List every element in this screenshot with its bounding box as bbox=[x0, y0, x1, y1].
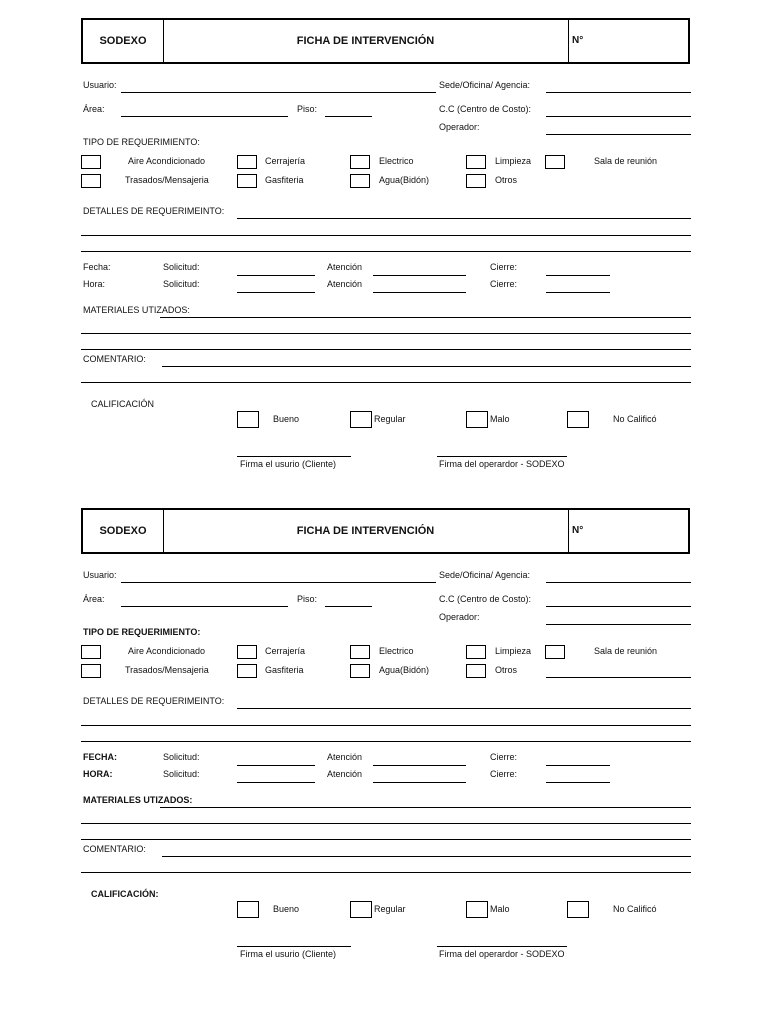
firma-cliente-label: Firma el usurio (Cliente) bbox=[240, 949, 337, 959]
materiales-line[interactable] bbox=[81, 823, 691, 824]
cc-label: C.C (Centro de Costo): bbox=[439, 104, 532, 114]
usuario-label: Usuario: bbox=[83, 570, 117, 580]
comentario-label: COMENTARIO: bbox=[83, 844, 146, 854]
firma-operador-line[interactable] bbox=[437, 456, 567, 457]
fecha-solicitud-field[interactable] bbox=[237, 275, 315, 276]
comentario-line[interactable] bbox=[162, 366, 691, 367]
tipo-label: Trasados/Mensajeria bbox=[125, 175, 209, 185]
hora-atencion-field[interactable] bbox=[373, 782, 466, 783]
tipo-label: Sala de reunión bbox=[594, 646, 658, 656]
cc-field[interactable] bbox=[546, 606, 691, 607]
tipo-label: Agua(Bidón) bbox=[379, 175, 430, 185]
solicitud-label: Solicitud: bbox=[163, 769, 200, 779]
calificacion-option: Malo bbox=[490, 414, 510, 424]
operador-label: Operador: bbox=[439, 122, 480, 132]
tipo-label: Cerrajería bbox=[265, 156, 306, 166]
checkbox-malo[interactable] bbox=[466, 411, 488, 428]
tipo-label: Otros bbox=[495, 665, 518, 675]
detalles-label: DETALLES DE REQUERIMEINTO: bbox=[83, 206, 225, 216]
piso-field[interactable] bbox=[325, 116, 372, 117]
solicitud-label: Solicitud: bbox=[163, 262, 200, 272]
comentario-line[interactable] bbox=[81, 382, 691, 383]
tipo-label: Limpieza bbox=[495, 156, 532, 166]
checkbox-limpieza[interactable] bbox=[466, 645, 486, 659]
checkbox-cerrajeria[interactable] bbox=[237, 155, 257, 169]
fecha-cierre-field[interactable] bbox=[546, 765, 610, 766]
atencion-label: Atención bbox=[327, 752, 363, 762]
form-title: FICHA DE INTERVENCIÓN bbox=[296, 35, 435, 47]
form-number-field[interactable]: N° bbox=[568, 510, 688, 552]
checkbox-cerrajeria[interactable] bbox=[237, 645, 257, 659]
operador-label: Operador: bbox=[439, 612, 480, 622]
tipo-label: Gasfiteria bbox=[265, 175, 304, 185]
calificacion-option: No Calificó bbox=[613, 414, 657, 424]
sede-label: Sede/Oficina/ Agencia: bbox=[439, 570, 531, 580]
area-label: Área: bbox=[83, 104, 105, 114]
calificacion-option: Regular bbox=[374, 414, 406, 424]
atencion-label: Atención bbox=[327, 279, 363, 289]
checkbox-gasfiteria[interactable] bbox=[237, 664, 257, 678]
checkbox-trasados[interactable] bbox=[81, 174, 101, 188]
area-field[interactable] bbox=[121, 116, 288, 117]
checkbox-malo[interactable] bbox=[466, 901, 488, 918]
intervention-form bbox=[0, 0, 768, 490]
otros-field[interactable] bbox=[546, 677, 691, 678]
cc-label: C.C (Centro de Costo): bbox=[439, 594, 532, 604]
tipo-requerimiento-label: TIPO DE REQUERIMIENTO: bbox=[83, 137, 200, 147]
fecha-solicitud-field[interactable] bbox=[237, 765, 315, 766]
materiales-label: MATERIALES UTIZADOS: bbox=[83, 305, 190, 315]
operador-field[interactable] bbox=[546, 134, 691, 135]
hora-cierre-field[interactable] bbox=[546, 292, 610, 293]
usuario-field[interactable] bbox=[121, 92, 436, 93]
firma-cliente-line[interactable] bbox=[237, 946, 351, 947]
detalles-line[interactable] bbox=[81, 725, 691, 726]
operador-field[interactable] bbox=[546, 624, 691, 625]
sede-field[interactable] bbox=[546, 92, 691, 93]
checkbox-otros[interactable] bbox=[466, 664, 486, 678]
hora-solicitud-field[interactable] bbox=[237, 782, 315, 783]
fecha-atencion-field[interactable] bbox=[373, 765, 466, 766]
calificacion-option: No Calificó bbox=[613, 904, 657, 914]
atencion-label: Atención bbox=[327, 769, 363, 779]
hora-cierre-field[interactable] bbox=[546, 782, 610, 783]
tipo-label: Aire Acondicionado bbox=[128, 156, 206, 166]
tipo-label: Electrico bbox=[379, 646, 414, 656]
tipo-label: Trasados/Mensajeria bbox=[125, 665, 209, 675]
tipo-label: Electrico bbox=[379, 156, 414, 166]
materiales-line[interactable] bbox=[81, 349, 691, 350]
fecha-label: Fecha: bbox=[83, 262, 111, 272]
cierre-label: Cierre: bbox=[490, 262, 518, 272]
checkbox-regular[interactable] bbox=[350, 411, 372, 428]
calificacion-option: Bueno bbox=[273, 904, 300, 914]
detalles-line[interactable] bbox=[81, 741, 691, 742]
detalles-line[interactable] bbox=[237, 218, 691, 219]
detalles-line[interactable] bbox=[81, 235, 691, 236]
usuario-label: Usuario: bbox=[83, 80, 117, 90]
piso-field[interactable] bbox=[325, 606, 372, 607]
fecha-label: FECHA: bbox=[83, 752, 117, 762]
calificacion-option: Regular bbox=[374, 904, 406, 914]
form-title: FICHA DE INTERVENCIÓN bbox=[296, 525, 435, 537]
company-name: SODEXO bbox=[83, 510, 164, 552]
area-label: Área: bbox=[83, 594, 105, 604]
checkbox-aire[interactable] bbox=[81, 155, 101, 169]
tipo-label: Sala de reunión bbox=[594, 156, 658, 166]
solicitud-label: Solicitud: bbox=[163, 752, 200, 762]
checkbox-aire[interactable] bbox=[81, 645, 101, 659]
form-number-field[interactable]: N° bbox=[568, 20, 688, 62]
checkbox-no-califico[interactable] bbox=[567, 411, 589, 428]
tipo-label: Cerrajería bbox=[265, 646, 306, 656]
materiales-line[interactable] bbox=[81, 333, 691, 334]
sede-field[interactable] bbox=[546, 582, 691, 583]
firma-operador-line[interactable] bbox=[437, 946, 567, 947]
materiales-line[interactable] bbox=[81, 839, 691, 840]
intervention-form bbox=[0, 490, 768, 980]
checkbox-agua[interactable] bbox=[350, 664, 370, 678]
calificacion-label: CALIFICACIÓN bbox=[91, 399, 155, 409]
piso-label: Piso: bbox=[297, 104, 318, 114]
checkbox-bueno[interactable] bbox=[237, 901, 259, 918]
detalles-line[interactable] bbox=[237, 708, 691, 709]
materiales-label: MATERIALES UTIZADOS: bbox=[83, 795, 193, 805]
cierre-label: Cierre: bbox=[490, 279, 518, 289]
cierre-label: Cierre: bbox=[490, 752, 518, 762]
atencion-label: Atención bbox=[327, 262, 363, 272]
checkbox-trasados[interactable] bbox=[81, 664, 101, 678]
checkbox-regular[interactable] bbox=[350, 901, 372, 918]
area-field[interactable] bbox=[121, 606, 288, 607]
firma-operador-label: Firma del operardor - SODEXO bbox=[439, 949, 565, 959]
checkbox-electrico[interactable] bbox=[350, 155, 370, 169]
tipo-label: Gasfiteria bbox=[265, 665, 304, 675]
checkbox-agua[interactable] bbox=[350, 174, 370, 188]
cierre-label: Cierre: bbox=[490, 769, 518, 779]
checkbox-electrico[interactable] bbox=[350, 645, 370, 659]
checkbox-limpieza[interactable] bbox=[466, 155, 486, 169]
firma-operador-label: Firma del operardor - SODEXO bbox=[439, 459, 565, 469]
materiales-line[interactable] bbox=[160, 807, 691, 808]
calificacion-label: CALIFICACIÓN: bbox=[91, 889, 159, 899]
tipo-label: Otros bbox=[495, 175, 518, 185]
comentario-label: COMENTARIO: bbox=[83, 354, 146, 364]
hora-label: Hora: bbox=[83, 279, 106, 289]
tipo-requerimiento-label: TIPO DE REQUERIMIENTO: bbox=[83, 627, 201, 637]
comentario-line[interactable] bbox=[162, 856, 691, 857]
firma-cliente-label: Firma el usurio (Cliente) bbox=[240, 459, 337, 469]
comentario-line[interactable] bbox=[81, 872, 691, 873]
checkbox-bueno[interactable] bbox=[237, 411, 259, 428]
hora-atencion-field[interactable] bbox=[373, 292, 466, 293]
solicitud-label: Solicitud: bbox=[163, 279, 200, 289]
piso-label: Piso: bbox=[297, 594, 318, 604]
cc-field[interactable] bbox=[546, 116, 691, 117]
calificacion-option: Bueno bbox=[273, 414, 300, 424]
fecha-atencion-field[interactable] bbox=[373, 275, 466, 276]
detalles-line[interactable] bbox=[81, 251, 691, 252]
checkbox-sala-reunion[interactable] bbox=[545, 645, 565, 659]
form-header bbox=[81, 508, 690, 554]
hora-solicitud-field[interactable] bbox=[237, 292, 315, 293]
materiales-line[interactable] bbox=[160, 317, 691, 318]
firma-cliente-line[interactable] bbox=[237, 456, 351, 457]
checkbox-gasfiteria[interactable] bbox=[237, 174, 257, 188]
checkbox-no-califico[interactable] bbox=[567, 901, 589, 918]
usuario-field[interactable] bbox=[121, 582, 436, 583]
hora-label: HORA: bbox=[83, 769, 113, 779]
detalles-label: DETALLES DE REQUERIMEINTO: bbox=[83, 696, 225, 706]
company-name: SODEXO bbox=[83, 20, 164, 62]
calificacion-option: Malo bbox=[490, 904, 510, 914]
tipo-label: Aire Acondicionado bbox=[128, 646, 206, 656]
checkbox-sala-reunion[interactable] bbox=[545, 155, 565, 169]
form-header bbox=[81, 18, 690, 64]
fecha-cierre-field[interactable] bbox=[546, 275, 610, 276]
tipo-label: Agua(Bidón) bbox=[379, 665, 430, 675]
tipo-label: Limpieza bbox=[495, 646, 532, 656]
checkbox-otros[interactable] bbox=[466, 174, 486, 188]
sede-label: Sede/Oficina/ Agencia: bbox=[439, 80, 531, 90]
